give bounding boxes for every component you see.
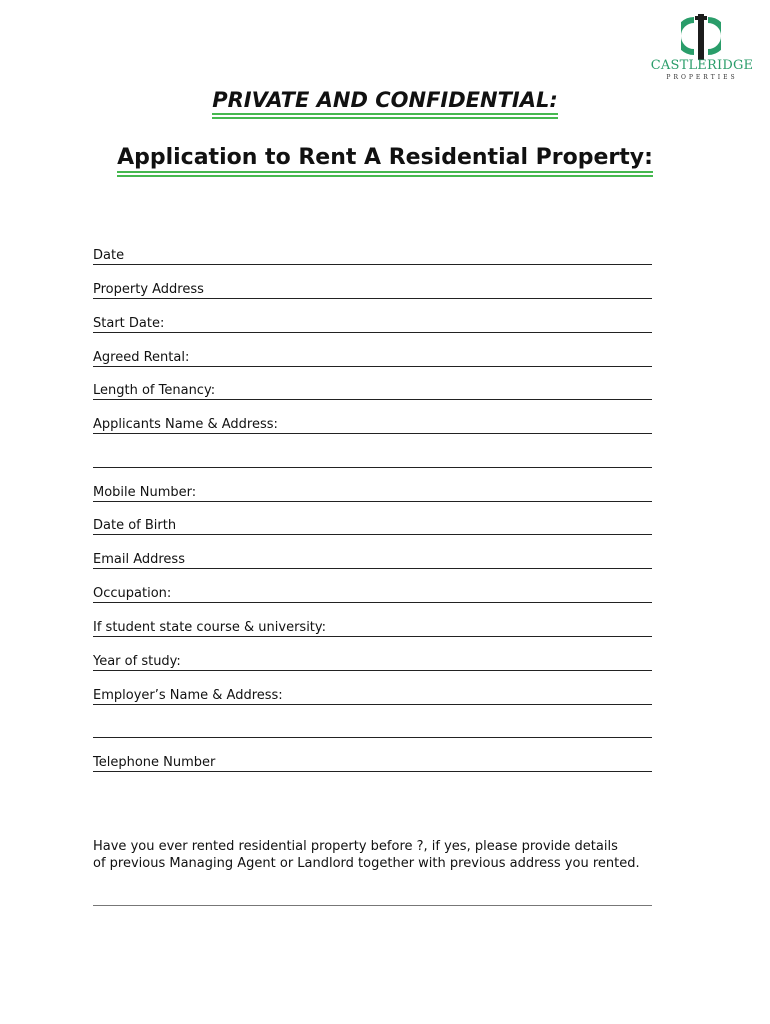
page-title xyxy=(0,145,770,173)
start-date-field[interactable] xyxy=(93,310,652,333)
year-of-study-field[interactable] xyxy=(93,648,652,671)
occupation-label: Occupation: xyxy=(93,586,172,601)
employer-name-address-label: Employer’s Name & Address: xyxy=(93,688,283,703)
previous-rental-question xyxy=(93,838,693,872)
email-address-field[interactable] xyxy=(93,546,652,569)
confidential-heading xyxy=(0,88,770,115)
year-of-study-label: Year of study: xyxy=(93,654,181,669)
page-title-text: Application to Rent A Residential Property: xyxy=(117,145,653,173)
student-course-label: If student state course & university: xyxy=(93,620,327,635)
applicants-address-continuation-field[interactable] xyxy=(93,445,652,468)
occupation-field[interactable] xyxy=(93,580,652,603)
student-course-field[interactable] xyxy=(93,614,652,637)
mobile-number-field[interactable] xyxy=(93,479,652,502)
applicants-name-address-field[interactable] xyxy=(93,411,652,434)
date-label: Date xyxy=(93,248,125,263)
telephone-number-label: Telephone Number xyxy=(93,755,216,770)
previous-rental-answer-line[interactable] xyxy=(93,905,652,906)
logo-name: CASTLERIDGE xyxy=(650,58,754,73)
agreed-rental-label: Agreed Rental: xyxy=(93,350,190,365)
date-of-birth-field[interactable] xyxy=(93,512,652,535)
mobile-number-label: Mobile Number: xyxy=(93,485,197,500)
property-address-field[interactable] xyxy=(93,276,652,299)
start-date-label: Start Date: xyxy=(93,316,165,331)
confidential-heading-text: PRIVATE AND CONFIDENTIAL: xyxy=(212,88,558,115)
castleridge-emblem-icon xyxy=(681,14,721,60)
castleridge-logo xyxy=(646,14,758,84)
property-address-label: Property Address xyxy=(93,282,204,297)
length-of-tenancy-label: Length of Tenancy: xyxy=(93,383,216,398)
telephone-number-field[interactable] xyxy=(93,749,652,772)
length-of-tenancy-field[interactable] xyxy=(93,377,652,400)
employer-address-continuation-field[interactable] xyxy=(93,715,652,738)
date-field[interactable] xyxy=(93,242,652,265)
previous-rental-question-line-1: Have you ever rented residential property before ?, if yes, please provide details xyxy=(93,839,618,854)
logo-subtitle: PROPERTIES xyxy=(666,74,738,81)
date-of-birth-label: Date of Birth xyxy=(93,518,177,533)
agreed-rental-field[interactable] xyxy=(93,344,652,367)
employer-name-address-field[interactable] xyxy=(93,682,652,705)
previous-rental-question-line-2: of previous Managing Agent or Landlord together with previous address you rented. xyxy=(93,856,640,871)
email-address-label: Email Address xyxy=(93,552,185,567)
applicants-name-address-label: Applicants Name & Address: xyxy=(93,417,278,432)
